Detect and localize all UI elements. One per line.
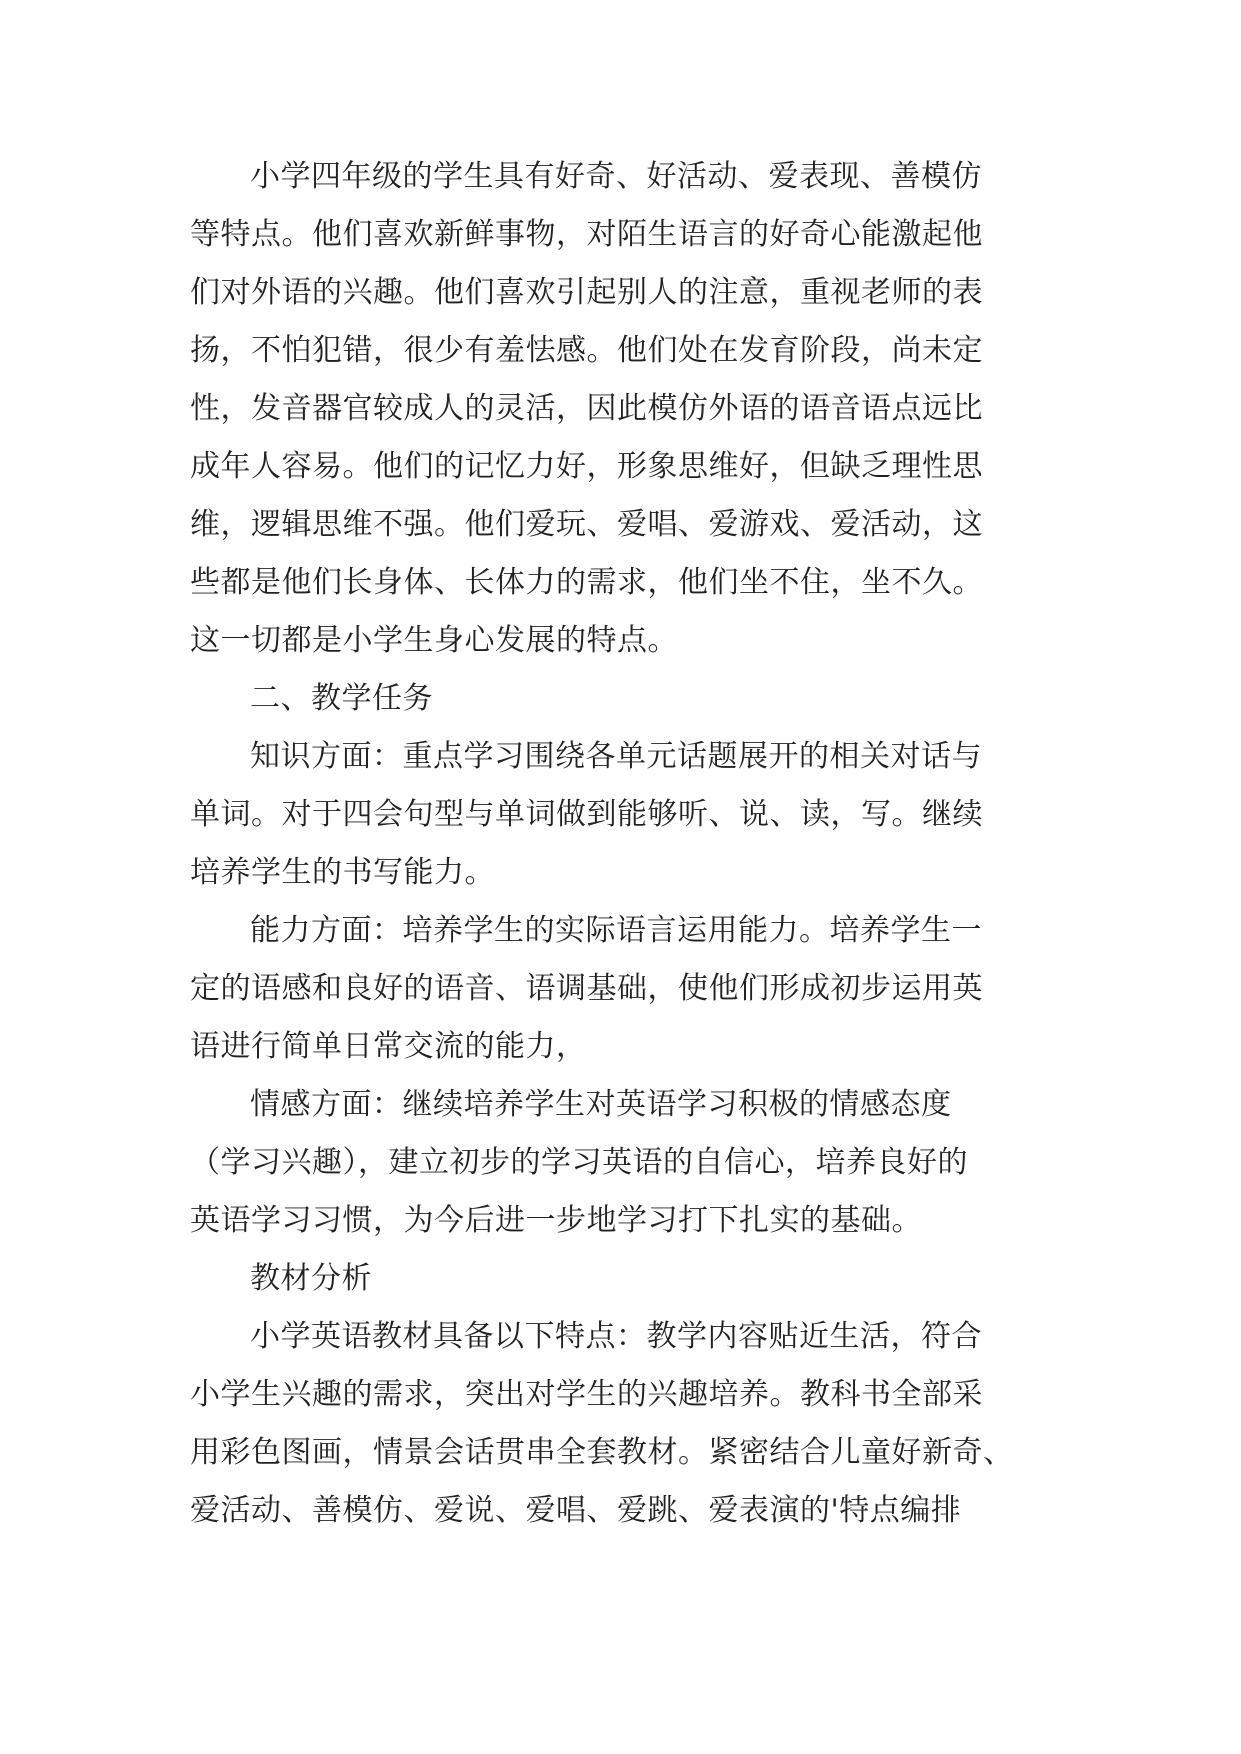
paragraph-line: 等特点。他们喜欢新鲜事物，对陌生语言的好奇心能激起他 (190, 217, 983, 252)
paragraph-line: 维，逻辑思维不强。他们爱玩、爱唱、爱游戏、爱活动，这 (190, 507, 983, 542)
paragraph-line: 用彩色图画，情景会话贯串全套教材。紧密结合儿童好新奇、 (190, 1435, 1014, 1470)
section-heading: 二、教学任务 (250, 681, 433, 716)
paragraph-line: 成年人容易。他们的记忆力好，形象思维好，但缺乏理性思 (190, 449, 983, 484)
paragraph-line: （学习兴趣），建立初步的学习英语的自信心，培养良好的 (190, 1145, 968, 1180)
paragraph-line: 定的语感和良好的语音、语调基础，使他们形成初步运用英 (190, 971, 983, 1006)
paragraph-line: 单词。对于四会句型与单词做到能够听、说、读，写。继续 (190, 797, 983, 832)
section-heading: 教材分析 (250, 1261, 372, 1296)
paragraph-line: 小学生兴趣的需求，突出对学生的兴趣培养。教科书全部采 (190, 1377, 983, 1412)
paragraph-line: 知识方面：重点学习围绕各单元话题展开的相关对话与 (250, 739, 982, 774)
paragraph-line: 培养学生的书写能力。 (190, 855, 495, 890)
paragraph-line: 这一切都是小学生身心发展的特点。 (190, 623, 678, 658)
paragraph-line: 能力方面：培养学生的实际语言运用能力。培养学生一 (250, 913, 982, 948)
paragraph-line: 语进行简单日常交流的能力， (190, 1029, 587, 1064)
paragraph-line: 小学四年级的学生具有好奇、好活动、爱表现、善模仿 (250, 159, 982, 194)
document-body (190, 148, 1070, 1540)
paragraph-line: 爱活动、善模仿、爱说、爱唱、爱跳、爱表演的'特点编排 (190, 1493, 962, 1528)
paragraph-line: 性，发音器官较成人的灵活，因此模仿外语的语音语点远比 (190, 391, 983, 426)
paragraph-line: 些都是他们长身体、长体力的需求，他们坐不住，坐不久。 (190, 565, 983, 600)
paragraph-line: 们对外语的兴趣。他们喜欢引起别人的注意，重视老师的表 (190, 275, 983, 310)
paragraph-line: 扬，不怕犯错，很少有羞怯感。他们处在发育阶段，尚未定 (190, 333, 983, 368)
paragraph-line: 情感方面：继续培养学生对英语学习积极的情感态度 (250, 1087, 952, 1122)
paragraph-line: 英语学习习惯，为今后进一步地学习打下扎实的基础。 (190, 1203, 922, 1238)
paragraph-line: 小学英语教材具备以下特点：教学内容贴近生活，符合 (250, 1319, 982, 1354)
